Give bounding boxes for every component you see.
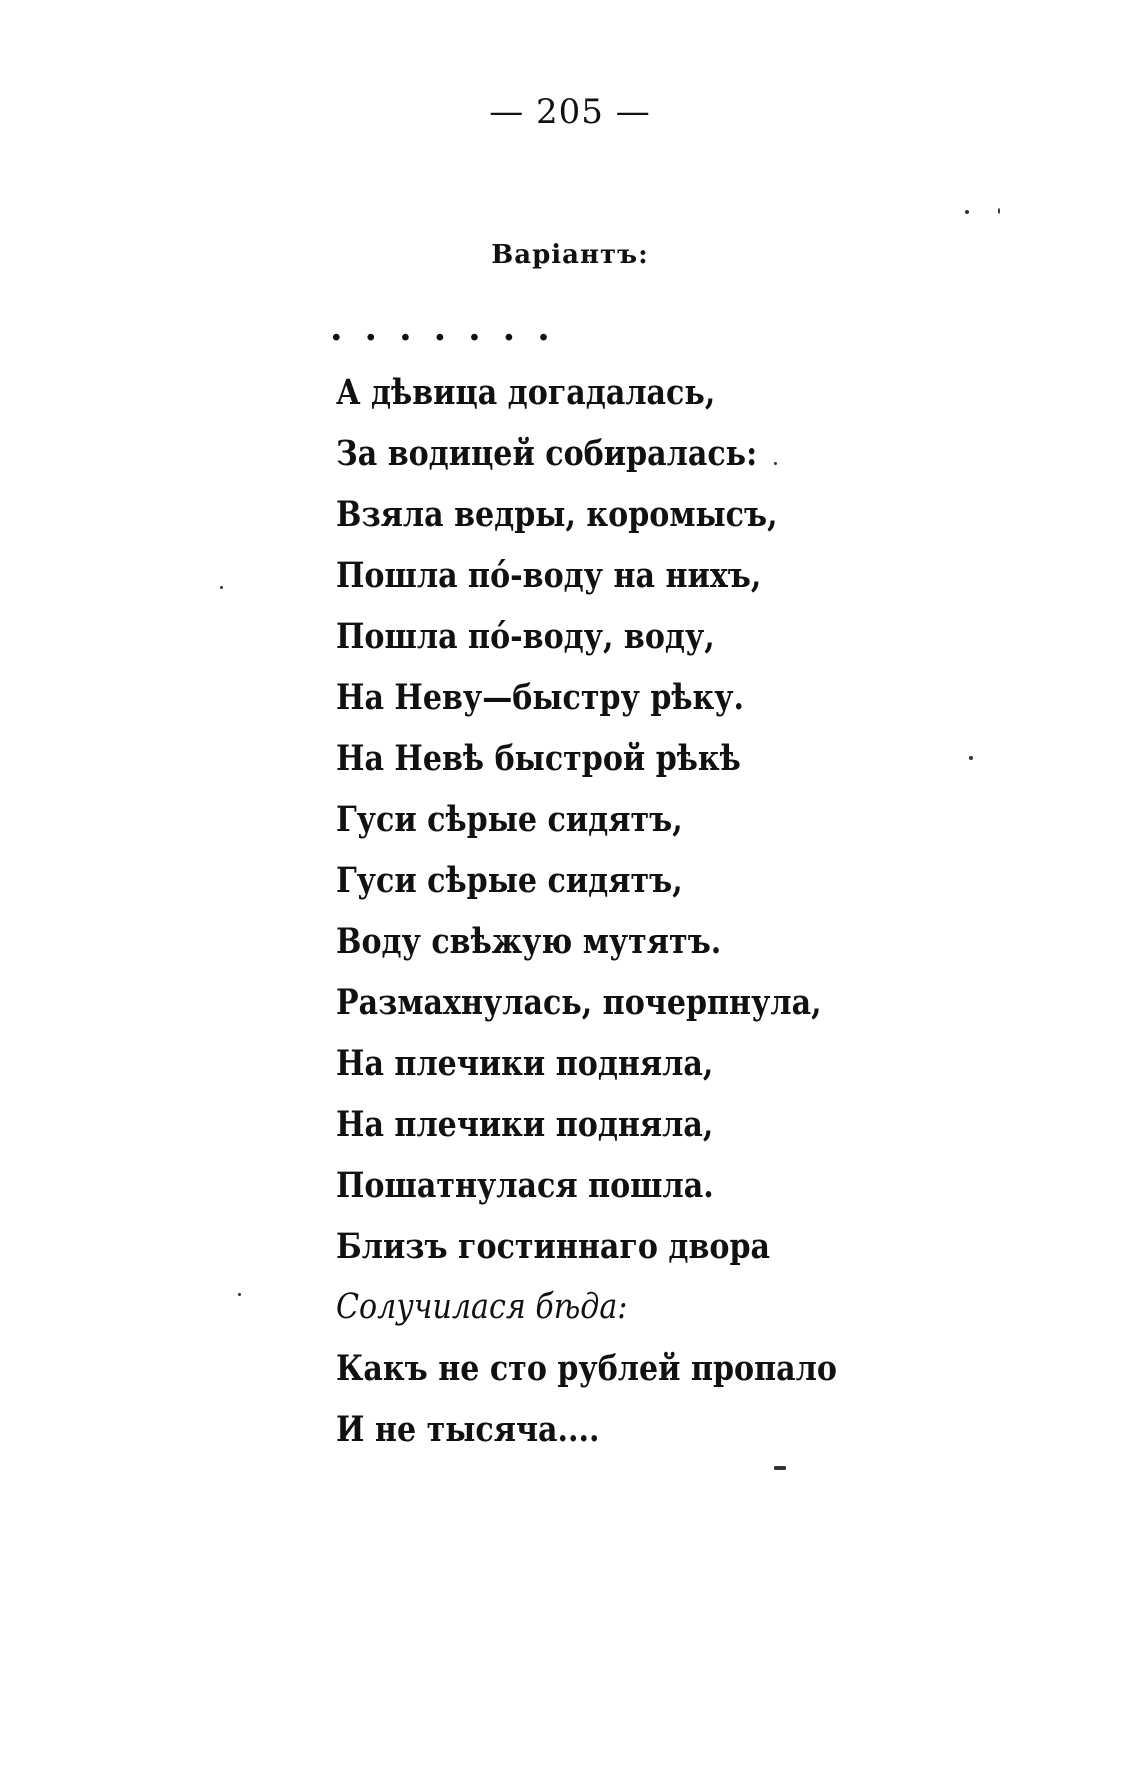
poem-line: Пошла по́-воду на нихъ, (336, 555, 762, 596)
scan-speck (220, 586, 223, 589)
scan-speck (998, 208, 1000, 214)
poem-line: Пошла по́-воду, воду, (336, 616, 715, 657)
poem-line: Гуси сѣрые сидятъ, (336, 860, 683, 901)
poem-line: Какъ не сто рублей пропало (336, 1348, 837, 1389)
poem-line: На Неву—быстру рѣку. (336, 677, 745, 718)
scan-speck (774, 1466, 786, 1470)
poem-line: Солучилася бѣда: (336, 1287, 628, 1327)
poem-line: И не тысяча.... (336, 1409, 600, 1450)
poem-line: Воду свѣжую мутятъ. (336, 921, 722, 962)
poem-line: На плечики подняла, (336, 1043, 714, 1084)
omission-dots: ....... (330, 307, 572, 349)
poem-line: За водицей собиралась: (336, 433, 758, 474)
poem-line: Близъ гостиннаго двора (336, 1226, 771, 1267)
scan-speck (238, 1293, 241, 1296)
section-heading: Варіантъ: (491, 240, 649, 270)
page-number: — 205 — (489, 92, 651, 132)
poem-line: На плечики подняла, (336, 1104, 714, 1145)
poem-line: На Невѣ быстрой рѣкѣ (336, 738, 741, 779)
poem-text (336, 362, 919, 1460)
scan-speck (774, 462, 777, 465)
poem-line: Взяла ведры, коромысъ, (336, 494, 778, 535)
poem-line: Пошатнулася пошла. (336, 1165, 714, 1206)
poem-line: Размахнулась, почерпнула, (336, 982, 822, 1023)
scan-speck (969, 756, 973, 760)
poem-line: Гуси сѣрые сидятъ, (336, 799, 683, 840)
poem-line: А дѣвица догадалась, (336, 372, 716, 413)
scan-speck (965, 210, 969, 214)
